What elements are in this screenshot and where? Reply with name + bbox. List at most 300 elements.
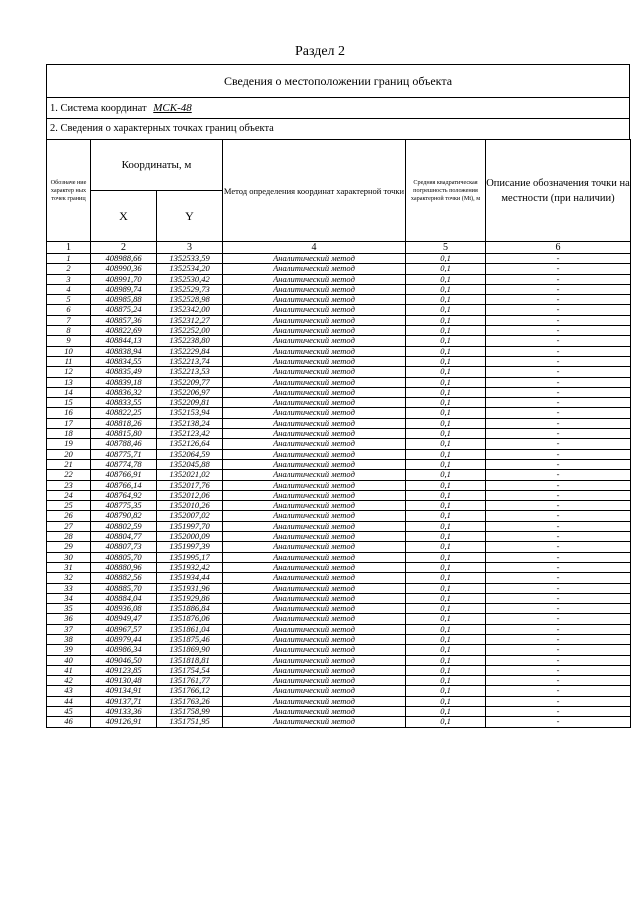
method-cell: Аналитический метод: [223, 264, 406, 274]
coord-x: 409130,48: [91, 676, 157, 686]
coord-x: 409133,36: [91, 707, 157, 717]
method-cell: Аналитический метод: [223, 398, 406, 408]
coord-x: 408988,66: [91, 254, 157, 264]
description-cell: -: [486, 459, 631, 469]
coord-x: 408985,88: [91, 295, 157, 305]
coord-x: 408834,55: [91, 356, 157, 366]
description-cell: -: [486, 346, 631, 356]
error-cell: 0,1: [406, 264, 486, 274]
table-row: [47, 573, 631, 583]
coord-y: 1352012,06: [157, 490, 223, 500]
coord-y: 1351763,26: [157, 696, 223, 706]
coord-y: 1352153,94: [157, 408, 223, 418]
col-number: 1: [47, 242, 91, 254]
coord-x: 408989,74: [91, 284, 157, 294]
coord-system-label: 1. Система координат: [50, 103, 147, 114]
description-cell: -: [486, 645, 631, 655]
section-title: Раздел 2: [294, 44, 346, 59]
point-number: 11: [47, 356, 91, 366]
point-number: 6: [47, 305, 91, 315]
coord-y: 1352529,73: [157, 284, 223, 294]
description-cell: -: [486, 676, 631, 686]
point-number: 36: [47, 614, 91, 624]
point-number: 1: [47, 254, 91, 264]
coord-x: 409137,71: [91, 696, 157, 706]
error-cell: 0,1: [406, 501, 486, 511]
description-cell: -: [486, 593, 631, 603]
point-number: 13: [47, 377, 91, 387]
coord-y: 1352534,20: [157, 264, 223, 274]
coord-y: 1352209,77: [157, 377, 223, 387]
point-number: 14: [47, 387, 91, 397]
description-cell: -: [486, 542, 631, 552]
description-cell: -: [486, 624, 631, 634]
coord-x: 408802,59: [91, 521, 157, 531]
point-number: 16: [47, 408, 91, 418]
description-cell: -: [486, 501, 631, 511]
coord-y: 1351876,06: [157, 614, 223, 624]
coord-y: 1351886,84: [157, 604, 223, 614]
point-number: 29: [47, 542, 91, 552]
table-row: [47, 305, 631, 315]
coord-y: 1352238,80: [157, 336, 223, 346]
point-number: 5: [47, 295, 91, 305]
error-cell: 0,1: [406, 593, 486, 603]
method-cell: Аналитический метод: [223, 686, 406, 696]
coord-x: 408815,80: [91, 429, 157, 439]
error-cell: 0,1: [406, 367, 486, 377]
description-cell: -: [486, 552, 631, 562]
method-cell: Аналитический метод: [223, 511, 406, 521]
method-cell: Аналитический метод: [223, 707, 406, 717]
coord-x: 408979,44: [91, 634, 157, 644]
coord-y: 1351758,99: [157, 707, 223, 717]
method-cell: Аналитический метод: [223, 624, 406, 634]
coord-y: 1352209,81: [157, 398, 223, 408]
method-cell: Аналитический метод: [223, 676, 406, 686]
description-cell: -: [486, 356, 631, 366]
coord-x: 408833,55: [91, 398, 157, 408]
point-number: 43: [47, 686, 91, 696]
method-cell: Аналитический метод: [223, 521, 406, 531]
error-cell: 0,1: [406, 326, 486, 336]
description-cell: -: [486, 470, 631, 480]
table-row: [47, 665, 631, 675]
error-cell: 0,1: [406, 676, 486, 686]
method-cell: Аналитический метод: [223, 284, 406, 294]
method-cell: Аналитический метод: [223, 408, 406, 418]
coord-x: 408804,77: [91, 532, 157, 542]
method-cell: Аналитический метод: [223, 346, 406, 356]
description-cell: -: [486, 480, 631, 490]
point-number: 17: [47, 418, 91, 428]
error-cell: 0,1: [406, 315, 486, 325]
coord-x: 408805,70: [91, 552, 157, 562]
method-cell: Аналитический метод: [223, 356, 406, 366]
coord-y: 1352312,27: [157, 315, 223, 325]
coord-y: 1352138,24: [157, 418, 223, 428]
error-cell: 0,1: [406, 686, 486, 696]
points-table: [46, 139, 631, 728]
error-cell: 0,1: [406, 583, 486, 593]
table-row: [47, 676, 631, 686]
table-row: [47, 604, 631, 614]
coord-y: 1351997,70: [157, 521, 223, 531]
point-number: 46: [47, 717, 91, 727]
point-number: 33: [47, 583, 91, 593]
coord-x: 408836,32: [91, 387, 157, 397]
description-cell: -: [486, 377, 631, 387]
error-cell: 0,1: [406, 655, 486, 665]
method-cell: Аналитический метод: [223, 305, 406, 315]
method-cell: Аналитический метод: [223, 295, 406, 305]
table-row: [47, 387, 631, 397]
table-row: [47, 367, 631, 377]
method-cell: Аналитический метод: [223, 367, 406, 377]
description-cell: -: [486, 284, 631, 294]
description-cell: -: [486, 707, 631, 717]
col-number: 3: [157, 242, 223, 254]
table-row: [47, 274, 631, 284]
description-cell: -: [486, 532, 631, 542]
coord-y: 1351995,17: [157, 552, 223, 562]
error-cell: 0,1: [406, 562, 486, 572]
table-row: [47, 562, 631, 572]
coord-x: 408936,08: [91, 604, 157, 614]
coord-x: 408764,92: [91, 490, 157, 500]
coord-y: 1351934,44: [157, 573, 223, 583]
error-cell: 0,1: [406, 665, 486, 675]
method-cell: Аналитический метод: [223, 717, 406, 727]
table-row: [47, 717, 631, 727]
point-number: 18: [47, 429, 91, 439]
error-cell: 0,1: [406, 511, 486, 521]
description-cell: -: [486, 511, 631, 521]
error-cell: 0,1: [406, 408, 486, 418]
error-cell: 0,1: [406, 356, 486, 366]
description-cell: -: [486, 418, 631, 428]
method-cell: Аналитический метод: [223, 634, 406, 644]
table-row: [47, 254, 631, 264]
method-cell: Аналитический метод: [223, 254, 406, 264]
point-number: 27: [47, 521, 91, 531]
table-row: [47, 634, 631, 644]
error-cell: 0,1: [406, 429, 486, 439]
error-cell: 0,1: [406, 645, 486, 655]
table-row: [47, 707, 631, 717]
error-cell: 0,1: [406, 439, 486, 449]
description-cell: -: [486, 490, 631, 500]
point-number: 39: [47, 645, 91, 655]
error-cell: 0,1: [406, 521, 486, 531]
error-cell: 0,1: [406, 717, 486, 727]
error-cell: 0,1: [406, 552, 486, 562]
description-cell: -: [486, 573, 631, 583]
point-number: 31: [47, 562, 91, 572]
coord-x: 409134,91: [91, 686, 157, 696]
coord-x: 408822,69: [91, 326, 157, 336]
table-row: [47, 326, 631, 336]
coord-x: 408775,71: [91, 449, 157, 459]
point-number: 40: [47, 655, 91, 665]
method-cell: Аналитический метод: [223, 552, 406, 562]
method-cell: Аналитический метод: [223, 470, 406, 480]
coord-y: 1351754,54: [157, 665, 223, 675]
coord-x: 408986,34: [91, 645, 157, 655]
coord-y: 1352007,02: [157, 511, 223, 521]
description-cell: -: [486, 665, 631, 675]
coord-y: 1351861,04: [157, 624, 223, 634]
point-number: 25: [47, 501, 91, 511]
error-cell: 0,1: [406, 696, 486, 706]
coord-y: 1352229,84: [157, 346, 223, 356]
method-cell: Аналитический метод: [223, 614, 406, 624]
error-cell: 0,1: [406, 295, 486, 305]
table-row: [47, 521, 631, 531]
coord-x: 409126,91: [91, 717, 157, 727]
col-number: 4: [223, 242, 406, 254]
coord-y: 1351766,12: [157, 686, 223, 696]
point-number: 23: [47, 480, 91, 490]
table-row: [47, 696, 631, 706]
table-row: [47, 480, 631, 490]
info-frame: [46, 64, 630, 140]
point-number: 37: [47, 624, 91, 634]
table-row: [47, 264, 631, 274]
header-x: X: [91, 191, 157, 242]
error-cell: 0,1: [406, 624, 486, 634]
error-cell: 0,1: [406, 274, 486, 284]
table-row: [47, 645, 631, 655]
table-row: [47, 449, 631, 459]
coord-x: 408885,70: [91, 583, 157, 593]
coord-y: 1352533,59: [157, 254, 223, 264]
error-cell: 0,1: [406, 707, 486, 717]
coord-x: 408775,35: [91, 501, 157, 511]
description-cell: -: [486, 521, 631, 531]
error-cell: 0,1: [406, 634, 486, 644]
header-coords: Координаты, м: [91, 140, 223, 191]
coord-x: 408949,47: [91, 614, 157, 624]
error-cell: 0,1: [406, 387, 486, 397]
method-cell: Аналитический метод: [223, 315, 406, 325]
point-number: 7: [47, 315, 91, 325]
method-cell: Аналитический метод: [223, 490, 406, 500]
table-row: [47, 377, 631, 387]
table-row: [47, 655, 631, 665]
point-number: 42: [47, 676, 91, 686]
description-cell: -: [486, 655, 631, 665]
point-number: 32: [47, 573, 91, 583]
coord-x: 408844,13: [91, 336, 157, 346]
col-number: 5: [406, 242, 486, 254]
coord-x: 409046,50: [91, 655, 157, 665]
table-row: [47, 470, 631, 480]
coord-y: 1352064,59: [157, 449, 223, 459]
coord-x: 408839,18: [91, 377, 157, 387]
coord-y: 1352123,42: [157, 429, 223, 439]
point-number: 38: [47, 634, 91, 644]
point-number: 24: [47, 490, 91, 500]
description-cell: -: [486, 336, 631, 346]
coord-x: 409123,85: [91, 665, 157, 675]
header-description: Описание обозначения точки на местности (при наличии): [486, 140, 631, 242]
point-number: 12: [47, 367, 91, 377]
point-number: 21: [47, 459, 91, 469]
method-cell: Аналитический метод: [223, 655, 406, 665]
description-cell: -: [486, 326, 631, 336]
coord-y: 1351875,46: [157, 634, 223, 644]
point-number: 30: [47, 552, 91, 562]
coord-y: 1351997,39: [157, 542, 223, 552]
table-row: [47, 552, 631, 562]
method-cell: Аналитический метод: [223, 696, 406, 706]
coord-x: 408990,36: [91, 264, 157, 274]
coord-y: 1352000,09: [157, 532, 223, 542]
coord-x: 408882,56: [91, 573, 157, 583]
point-number: 3: [47, 274, 91, 284]
table-row: [47, 356, 631, 366]
method-cell: Аналитический метод: [223, 593, 406, 603]
description-cell: -: [486, 583, 631, 593]
coord-y: 1352126,64: [157, 439, 223, 449]
method-cell: Аналитический метод: [223, 336, 406, 346]
coord-x: 408880,96: [91, 562, 157, 572]
header-error: Средняя квадратическая погрешность положения характерной точки (Mt), м: [406, 140, 486, 242]
description-cell: -: [486, 604, 631, 614]
coord-y: 1352206,97: [157, 387, 223, 397]
table-row: [47, 459, 631, 469]
method-cell: Аналитический метод: [223, 665, 406, 675]
table-row: [47, 511, 631, 521]
point-number: 10: [47, 346, 91, 356]
table-row: [47, 614, 631, 624]
error-cell: 0,1: [406, 532, 486, 542]
coord-x: 408788,46: [91, 439, 157, 449]
coord-x: 408822,25: [91, 408, 157, 418]
description-cell: -: [486, 295, 631, 305]
description-cell: -: [486, 408, 631, 418]
point-number: 8: [47, 326, 91, 336]
description-cell: -: [486, 562, 631, 572]
coord-x: 408766,91: [91, 470, 157, 480]
method-cell: Аналитический метод: [223, 459, 406, 469]
table-row: [47, 532, 631, 542]
points-label: 2. Сведения о характерных точках границ объекта: [50, 123, 274, 134]
header-method: Метод определения координат характерной точки: [223, 140, 406, 242]
point-number: 41: [47, 665, 91, 675]
coord-y: 1352045,88: [157, 459, 223, 469]
point-number: 26: [47, 511, 91, 521]
point-number: 35: [47, 604, 91, 614]
header-y: Y: [157, 191, 223, 242]
point-number: 34: [47, 593, 91, 603]
table-row: [47, 315, 631, 325]
description-cell: -: [486, 387, 631, 397]
coord-x: 408875,24: [91, 305, 157, 315]
coord-x: 408967,57: [91, 624, 157, 634]
point-number: 19: [47, 439, 91, 449]
coord-y: 1352530,42: [157, 274, 223, 284]
coord-y: 1351818,81: [157, 655, 223, 665]
description-cell: -: [486, 398, 631, 408]
description-cell: -: [486, 717, 631, 727]
error-cell: 0,1: [406, 604, 486, 614]
point-number: 20: [47, 449, 91, 459]
coord-y: 1352017,76: [157, 480, 223, 490]
description-cell: -: [486, 429, 631, 439]
coord-y: 1351751,95: [157, 717, 223, 727]
method-cell: Аналитический метод: [223, 429, 406, 439]
table-row: [47, 439, 631, 449]
table-row: [47, 583, 631, 593]
error-cell: 0,1: [406, 459, 486, 469]
coord-x: 408991,70: [91, 274, 157, 284]
table-row: [47, 593, 631, 603]
coord-y: 1351869,90: [157, 645, 223, 655]
coord-x: 408857,36: [91, 315, 157, 325]
coord-x: 408835,49: [91, 367, 157, 377]
point-number: 45: [47, 707, 91, 717]
table-row: [47, 501, 631, 511]
point-number: 4: [47, 284, 91, 294]
point-number: 22: [47, 470, 91, 480]
coord-y: 1351929,86: [157, 593, 223, 603]
coord-x: 408766,14: [91, 480, 157, 490]
coord-y: 1352021,02: [157, 470, 223, 480]
coord-y: 1352252,00: [157, 326, 223, 336]
method-cell: Аналитический метод: [223, 439, 406, 449]
method-cell: Аналитический метод: [223, 326, 406, 336]
method-cell: Аналитический метод: [223, 418, 406, 428]
coord-x: 408774,78: [91, 459, 157, 469]
error-cell: 0,1: [406, 336, 486, 346]
header-designation: Обозначе ние характер ных точек границ: [47, 140, 91, 242]
coord-x: 408884,04: [91, 593, 157, 603]
points-table-body: [47, 254, 631, 728]
table-row: [47, 284, 631, 294]
method-cell: Аналитический метод: [223, 645, 406, 655]
point-number: 44: [47, 696, 91, 706]
table-row: [47, 542, 631, 552]
table-row: [47, 398, 631, 408]
description-cell: -: [486, 274, 631, 284]
method-cell: Аналитический метод: [223, 274, 406, 284]
error-cell: 0,1: [406, 305, 486, 315]
method-cell: Аналитический метод: [223, 387, 406, 397]
error-cell: 0,1: [406, 480, 486, 490]
method-cell: Аналитический метод: [223, 604, 406, 614]
description-cell: -: [486, 305, 631, 315]
point-number: 28: [47, 532, 91, 542]
error-cell: 0,1: [406, 284, 486, 294]
description-cell: -: [486, 315, 631, 325]
table-row: [47, 490, 631, 500]
description-cell: -: [486, 634, 631, 644]
point-number: 2: [47, 264, 91, 274]
error-cell: 0,1: [406, 614, 486, 624]
coord-y: 1352213,74: [157, 356, 223, 366]
method-cell: Аналитический метод: [223, 583, 406, 593]
coord-x: 408818,26: [91, 418, 157, 428]
error-cell: 0,1: [406, 490, 486, 500]
description-cell: -: [486, 254, 631, 264]
error-cell: 0,1: [406, 346, 486, 356]
coord-x: 408790,82: [91, 511, 157, 521]
coord-y: 1352342,00: [157, 305, 223, 315]
method-cell: Аналитический метод: [223, 532, 406, 542]
coord-system-value: МСК-48: [153, 102, 192, 114]
